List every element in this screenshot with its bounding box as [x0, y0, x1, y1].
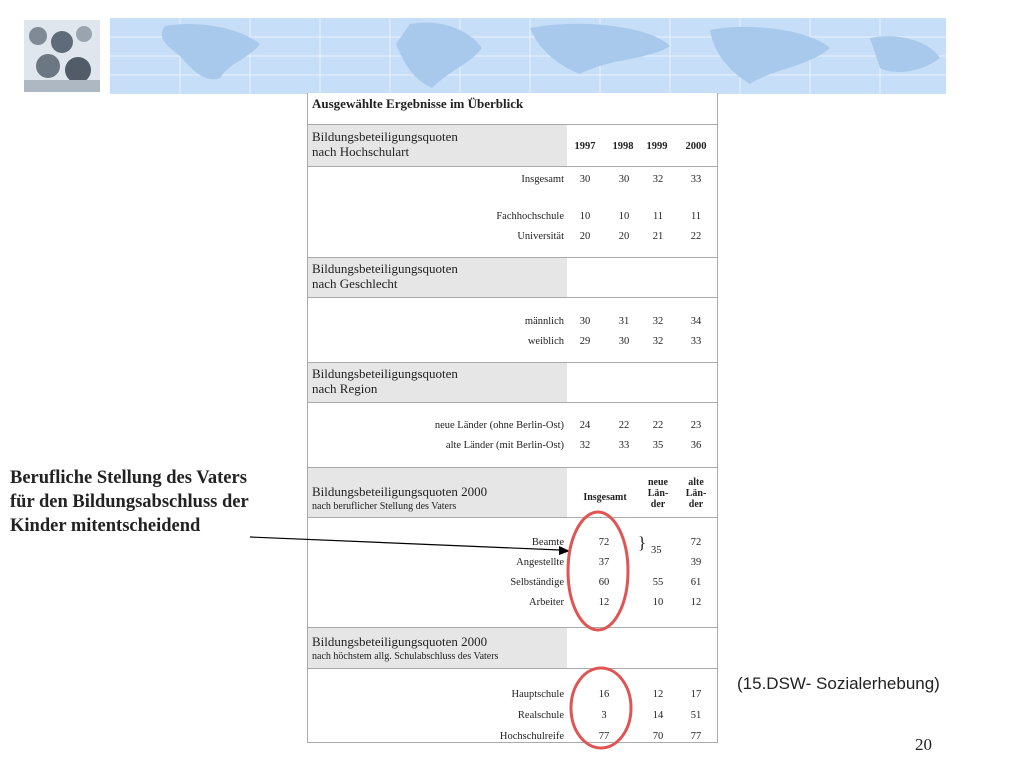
row-label: neue Länder (ohne Berlin-Ost): [434, 420, 564, 431]
cell: 72: [690, 537, 702, 548]
cell: 11: [690, 211, 702, 222]
page-number: 20: [915, 735, 932, 754]
year-header: 1997: [574, 141, 596, 152]
cell: 10: [652, 597, 664, 608]
cell: 29: [579, 336, 591, 347]
source-note: (15.DSW- Sozialerhebung): [737, 674, 940, 693]
cell: 30: [579, 174, 591, 185]
row-label: alte Länder (mit Berlin-Ost): [445, 440, 564, 451]
cell: 33: [618, 440, 630, 451]
cell: 35: [652, 440, 664, 451]
cell: 17: [690, 689, 702, 700]
cell: 10: [618, 211, 630, 222]
row-label: männlich: [524, 316, 564, 327]
cell: 12: [598, 597, 610, 608]
cell: 37: [598, 557, 610, 568]
section-heading-line: Bildungsbeteiligungsquoten: [312, 261, 458, 276]
row-label: Angestellte: [516, 557, 564, 568]
section-heading-line: nach Region: [312, 381, 378, 396]
cell: 77: [690, 731, 702, 742]
highlight-circle-schule: [571, 668, 631, 748]
year-header: 2000: [685, 141, 707, 152]
column-header-alte-laender: alte Län- der: [685, 477, 707, 510]
section-heading-line: nach höchstem allg. Schulabschluss des Vaters: [312, 651, 499, 662]
cell: 60: [598, 577, 610, 588]
cell: 31: [618, 316, 630, 327]
section-heading-line: nach beruflicher Stellung des Vaters: [312, 501, 457, 512]
cell: 3: [601, 710, 607, 721]
cell: 32: [579, 440, 591, 451]
cell: 21: [652, 231, 664, 242]
row-label: weiblich: [527, 336, 564, 347]
cell: 14: [652, 710, 664, 721]
cell: 33: [690, 174, 702, 185]
cell: 55: [652, 577, 664, 588]
row-label: Hochschulreife: [499, 731, 564, 742]
row-label: Beamte: [531, 537, 564, 548]
cell: 35: [651, 545, 662, 556]
annotation-arrow: [250, 537, 560, 550]
cell: 36: [690, 440, 702, 451]
cell: 77: [598, 731, 610, 742]
cell: 32: [652, 174, 664, 185]
cell: 61: [690, 577, 702, 588]
row-label: Realschule: [517, 710, 564, 721]
row-label: Selbständige: [510, 577, 564, 588]
row-label: Universität: [517, 231, 564, 242]
cell: 22: [690, 231, 702, 242]
cell: 32: [652, 316, 664, 327]
row-label: Insgesamt: [521, 174, 564, 185]
section-heading-line: nach Geschlecht: [312, 276, 398, 291]
year-header: 1998: [612, 141, 634, 152]
cell: 12: [690, 597, 702, 608]
cell: 32: [652, 336, 664, 347]
cell: 10: [579, 211, 591, 222]
cell: 30: [579, 316, 591, 327]
row-label: Arbeiter: [529, 597, 564, 608]
cell: 11: [652, 211, 664, 222]
annotation-text: Berufliche Stellung des Vaters für den Bildungsabschluss der Kinder mitentscheidend: [10, 468, 249, 536]
table-title: Ausgewählte Ergebnisse im Überblick: [312, 96, 524, 111]
year-header: 1999: [646, 141, 668, 152]
section-heading-line: Bildungsbeteiligungsquoten 2000: [312, 484, 488, 499]
cell: 12: [652, 689, 664, 700]
cell: 20: [579, 231, 591, 242]
cell: 39: [690, 557, 702, 568]
row-label: Fachhochschule: [496, 211, 564, 222]
cell: 33: [690, 336, 702, 347]
section-heading-line: Bildungsbeteiligungsquoten: [312, 129, 458, 144]
row-label: Hauptschule: [511, 689, 564, 700]
cell: 22: [652, 420, 664, 431]
cell: 23: [690, 420, 702, 431]
section-heading-line: Bildungsbeteiligungsquoten: [312, 366, 458, 381]
cell: 72: [598, 537, 610, 548]
section-heading-line: nach Hochschulart: [312, 144, 410, 159]
column-header-insgesamt: Insgesamt: [583, 492, 627, 503]
section-heading-line: Bildungsbeteiligungsquoten 2000: [312, 634, 488, 649]
cell: 20: [618, 231, 630, 242]
cell: 22: [618, 420, 630, 431]
cell: 30: [618, 174, 630, 185]
cell: 16: [598, 689, 610, 700]
cell: 51: [690, 710, 702, 721]
column-header-neue-laender: neue Län- der: [647, 477, 669, 510]
highlight-circle-beruf: [568, 512, 628, 630]
brace-icon: }: [638, 533, 647, 552]
cell: 34: [690, 316, 702, 327]
cell: 70: [652, 731, 664, 742]
cell: 30: [618, 336, 630, 347]
cell: 24: [579, 420, 591, 431]
